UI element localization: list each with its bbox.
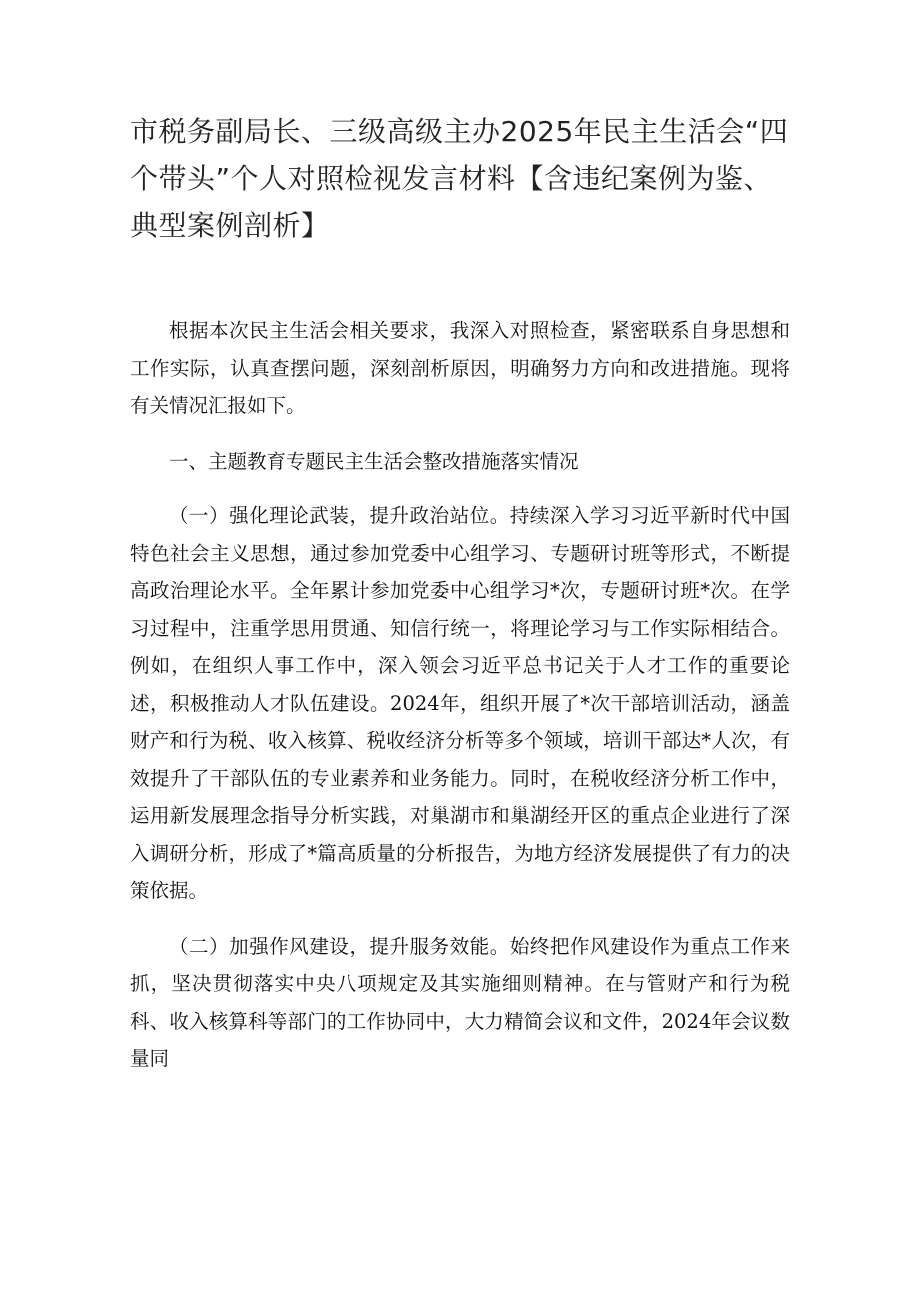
intro-paragraph: 根据本次民主生活会相关要求，我深入对照检查，紧密联系自身思想和工作实际，认真查摆问题，深刻剖析原因，明确努力方向和改进措施。现将有关情况汇报如下。 bbox=[130, 319, 790, 417]
subsection-paragraph-1: （一）强化理论武装，提升政治站位。持续深入学习习近平新时代中国特色社会主义思想，通过参加党委中心组学习、专题研讨班等形式，不断提高政治理论水平。全年累计参加党委中心组学习*次，专题研讨班*次。在学习过程中，注重学思用贯通、知信行统一，将理论学习与工作实际相结合。例如，在组织人事工作中，深入领会习近平总书记关于人才工作的重要论述，积极推动人才队伍建设。2024年，组织开展了*次干部培训活动，涵盖财产和行为税、收入核算、税收经济分析等多个领域，培训干部达*人次，有效提升了干部队伍的专业素养和业务能力。同时，在税收经济分析工作中，运用新发展理念指导分析实践，对巢湖市和巢湖经开区的重点企业进行了深入调研分析，形成了*篇高质量的分析报告，为地方经济发展提供了有力的决策依据。 bbox=[130, 504, 790, 902]
subsection-paragraph-2: （二）加强作风建设，提升服务效能。始终把作风建设作为重点工作来抓，坚决贯彻落实中央八项规定及其实施细则精神。在与管财产和行为税科、收入核算科等部门的工作协同中，大力精简会议和文件，2024年会议数量同 bbox=[130, 934, 790, 1070]
section-heading-1: 一、主题教育专题民主生活会整改措施落实情况 bbox=[169, 449, 579, 473]
document-body bbox=[130, 312, 790, 1078]
document-title: 市税务副局长、三级高级主办2025年民主生活会“四个带头”个人对照检视发言材料【含违纪案例为鉴、典型案例剖析】 bbox=[130, 115, 789, 242]
